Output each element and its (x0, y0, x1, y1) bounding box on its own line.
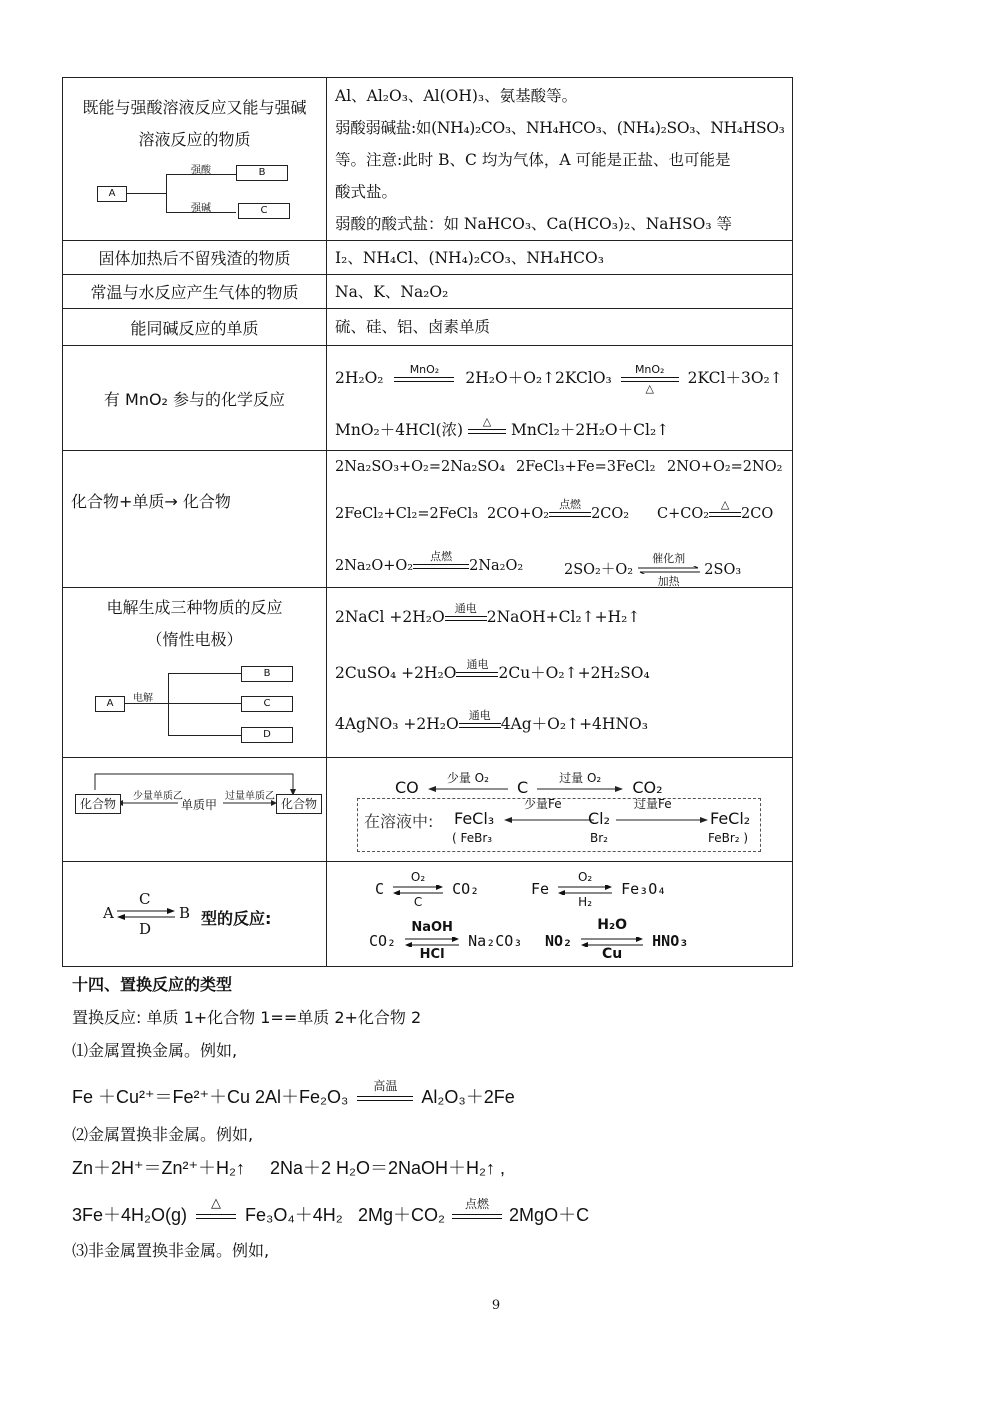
eq-condition: 通电 (454, 601, 477, 615)
content-line: Al、Al₂O₃、Al(OH)₃、氨基酸等。 (335, 87, 578, 105)
equation: 2Na₂SO₃+O₂=2Na₂SO₄ (335, 459, 506, 475)
eq-condition: Cu (602, 945, 623, 962)
eq-condition: C (413, 894, 423, 909)
eq-left: 3Fe＋4H₂O(g) (72, 1205, 188, 1225)
equation (335, 362, 556, 388)
equation (657, 497, 774, 522)
eq-right: HNO₃ (652, 932, 689, 950)
table-row (63, 346, 793, 451)
row-content (327, 862, 793, 967)
eq-right: 2H₂O＋O₂↑ (465, 369, 556, 387)
left-arrow-icon (428, 786, 508, 792)
eq-left: 4AgNO₃ +2H₂O (335, 715, 459, 733)
equation (335, 708, 648, 734)
eq-right: Al₂O₃＋2Fe (421, 1087, 515, 1107)
species-alt: ( FeBr₃ (452, 831, 493, 845)
equation (369, 919, 523, 962)
species: CO₂ (632, 778, 663, 797)
formula (358, 1196, 590, 1227)
eq-condition: 通电 (468, 708, 491, 722)
eq-condition: HCl (419, 946, 445, 962)
acid-label: 强酸 (191, 165, 211, 176)
eq-right: Fe₃O₄ (621, 880, 667, 898)
eq-right: Na₂CO₃ (468, 932, 523, 950)
eq-condition: 过量 O₂ (559, 770, 602, 785)
row-label: 固体加热后不留残渣的物质 (63, 241, 327, 275)
content-line: Na、K、Na₂O₂ (335, 282, 449, 301)
eq-condition: 点燃 (465, 1196, 490, 1211)
equation (555, 362, 783, 395)
table-row (63, 275, 793, 309)
subsection-title: ⑵金属置换非金属。例如, (72, 1125, 254, 1144)
section-definition: 置换反应: 单质 1+化合物 1==单质 2+化合物 2 (72, 1008, 422, 1027)
equation (487, 497, 630, 522)
electrolysis-label: 电解 (133, 693, 153, 704)
table-row (63, 78, 793, 241)
reaction-diagram (93, 160, 293, 230)
formula: Zn＋2H⁺＝Zn²⁺＋H₂↑ 2Na＋2 H₂O＝2NaOH＋H₂↑ , (72, 1158, 506, 1178)
equation (335, 657, 650, 683)
compound-box: 化合物 (75, 794, 121, 814)
species: FeCl₂ (710, 809, 751, 828)
species: C (516, 778, 529, 797)
box-d: D (241, 727, 293, 743)
section-heading: 十四、置换反应的类型 (72, 975, 233, 994)
row-content (327, 78, 793, 241)
eq-condition: 过量Fe (634, 797, 672, 811)
eq-condition: 催化剂 (652, 552, 686, 565)
eq-condition: H₂O (597, 916, 627, 933)
element-cycle-diagram (73, 768, 323, 828)
right-arrow-icon (616, 816, 708, 824)
eq-left: 2H₂O₂ (335, 369, 384, 387)
table-row (63, 309, 793, 346)
eq-left: 2CO+O₂ (487, 506, 550, 522)
box-c: C (241, 696, 293, 712)
row-label-line: 电解生成三种物质的反应 (106, 598, 283, 617)
summary-table (62, 77, 793, 967)
box-a: A (97, 186, 127, 202)
eq-right: 2NaOH+Cl₂↑+H₂↑ (486, 608, 641, 626)
type-label: 型的反应: (201, 909, 272, 928)
species-alt: Br₂ (590, 831, 608, 845)
content-line: 弱酸弱碱盐:如(NH₄)₂CO₃、NH₄HCO₃、(NH₄)₂SO₃、NH₄HSO₃ (335, 119, 785, 137)
row-label: 能同碱反应的单质 (63, 309, 327, 346)
equation (564, 552, 742, 588)
equation: 2NO+O₂=2NO₂ (667, 459, 783, 475)
species: A (103, 904, 114, 922)
content-line: 弱酸的酸式盐：如 NaHCO₃、Ca(HCO₃)₂、NaHSO₃ 等 (335, 215, 733, 233)
eq-condition: △ (482, 414, 492, 428)
species: B (179, 904, 191, 922)
eq-right: 2SO₃ (704, 562, 742, 578)
eq-condition: NaOH (411, 919, 453, 935)
eq-condition: 少量Fe (524, 797, 562, 811)
equation (531, 869, 667, 909)
eq-condition: O₂ (577, 869, 593, 884)
equation: 2FeCl₃+Fe=3FeCl₂ (516, 459, 656, 475)
row-label-line: （惰性电极） (146, 630, 243, 649)
row-content (327, 451, 793, 588)
eq-left: 2CuSO₄ +2H₂O (335, 664, 457, 682)
eq-left: 2Na₂O+O₂ (335, 558, 414, 574)
reversible-arrow-icon (558, 885, 612, 895)
content-line: 酸式盐。 (335, 183, 398, 201)
content-line: 硫、硅、铝、卤素单质 (335, 318, 491, 336)
reversible-arrow-icon (638, 566, 700, 574)
equation (335, 601, 641, 626)
left-arrow-icon (504, 816, 594, 824)
eq-condition: 加热 (657, 575, 680, 588)
row-label (63, 862, 327, 967)
content-line: I₂、NH₄Cl、(NH₄)₂CO₃、NH₄HCO₃ (335, 248, 604, 267)
eq-condition: MnO₂ (409, 362, 440, 376)
row-label-text: 化合物+单质→ 化合物 (71, 492, 231, 511)
eq-condition: 少量 O₂ (446, 770, 489, 785)
eq-right: 2KCl＋3O₂↑ (687, 369, 783, 387)
row-content (327, 588, 793, 758)
eq-left: C+CO₂ (657, 506, 710, 522)
subsection-title: ⑶非金属置换非金属。例如, (72, 1241, 270, 1260)
formula (72, 1195, 343, 1227)
eq-right: CO₂ (452, 880, 480, 898)
row-label-line: 既能与强酸溶液反应又能与强碱 (82, 98, 307, 117)
eq-left: 2SO₂＋O₂ (564, 562, 634, 578)
row-content (327, 309, 793, 346)
row-label (63, 588, 327, 758)
species-alt: FeBr₂ ) (708, 831, 749, 845)
solution-box (357, 798, 761, 852)
eq-condition: △ (645, 381, 654, 395)
eq-left: NO₂ (545, 932, 573, 950)
equation (375, 869, 480, 909)
eq-right: 4Ag＋O₂↑+4HNO₃ (500, 715, 648, 733)
reversible-arrow-icon (581, 937, 643, 947)
reversible-arrow-icon (405, 937, 459, 947)
eq-right: 2CO (741, 506, 774, 522)
eq-condition: H₂ (578, 894, 593, 909)
eq-left: C (375, 880, 385, 898)
row-label (63, 78, 327, 241)
row-label (63, 758, 327, 862)
table-row (63, 241, 793, 275)
reversible-arrow-icon (117, 908, 175, 920)
eq-left: Fe (531, 880, 550, 898)
eq-condition: 点燃 (430, 549, 453, 563)
eq-condition: 通电 (466, 657, 489, 671)
subsection-title: ⑴金属置换金属。例如, (72, 1041, 238, 1060)
eq-condition: O₂ (410, 869, 426, 884)
eq-condition: 点燃 (559, 497, 582, 511)
equation (335, 414, 670, 440)
solution-label: 在溶液中: (364, 812, 434, 831)
eq-right: 2MgO＋C (509, 1205, 590, 1225)
arrow-label: 少量单质乙 (133, 791, 183, 802)
eq-left: MnO₂＋4HCl(浓) (335, 421, 464, 439)
conversion-diagram (99, 890, 319, 950)
table-row (63, 862, 793, 967)
eq-left: 2NaCl +2H₂O (335, 608, 445, 626)
row-label-line: 溶液反应的物质 (138, 130, 251, 149)
species: D (139, 920, 152, 938)
page-number: 9 (491, 1298, 501, 1313)
eq-right: 2Na₂O₂ (469, 558, 524, 574)
eq-right: 2Cu＋O₂↑+2H₂SO₄ (498, 664, 650, 682)
eq-left: 2KClO₃ (555, 369, 612, 387)
row-label (63, 451, 327, 588)
base-label: 强碱 (191, 203, 211, 214)
eq-condition: △ (211, 1195, 222, 1211)
species: C (139, 890, 151, 908)
eq-right: 2CO₂ (591, 506, 630, 522)
eq-left: 2Mg＋CO₂ (358, 1205, 446, 1225)
eq-condition: 高温 (373, 1078, 398, 1093)
eq-right: MnCl₂＋2H₂O＋Cl₂↑ (510, 421, 670, 439)
equation (335, 549, 524, 574)
reversible-arrow-icon (393, 885, 443, 895)
arrow-label: 过量单质乙 (225, 791, 275, 802)
eq-left: 2Al＋Fe₂O₃ (255, 1087, 349, 1107)
row-content (327, 346, 793, 451)
box-a: A (95, 696, 125, 712)
formula (255, 1078, 515, 1109)
box-b: B (236, 165, 288, 181)
element-label: 单质甲 (181, 798, 218, 812)
eq-condition: MnO₂ (634, 362, 665, 376)
table-row (63, 588, 793, 758)
row-label: 常温与水反应产生气体的物质 (63, 275, 327, 309)
eq-right: Fe₃O₄＋4H₂ (245, 1205, 343, 1225)
compound-box: 化合物 (276, 794, 322, 814)
eq-condition: △ (720, 497, 730, 511)
row-content (327, 275, 793, 309)
electrolysis-diagram (93, 663, 303, 753)
table-row (63, 758, 793, 862)
eq-left: CO₂ (369, 932, 397, 950)
equation (545, 916, 689, 962)
equation: 2FeCl₂+Cl₂=2FeCl₃ (335, 506, 479, 522)
box-b: B (241, 666, 293, 682)
formula: Fe ＋Cu²⁺＝Fe²⁺＋Cu (72, 1087, 251, 1107)
box-c: C (238, 203, 290, 219)
right-arrow-icon (537, 786, 623, 792)
content-line: 等。注意:此时 B、C 均为气体，A 可能是正盐、也可能是 (335, 151, 731, 169)
species: FeCl₃ (454, 809, 495, 828)
row-content (327, 241, 793, 275)
species: CO (395, 778, 419, 797)
row-content (327, 758, 793, 862)
species: Cl₂ (588, 809, 611, 828)
table-row (63, 451, 793, 588)
row-label: 有 MnO₂ 参与的化学反应 (63, 346, 327, 451)
